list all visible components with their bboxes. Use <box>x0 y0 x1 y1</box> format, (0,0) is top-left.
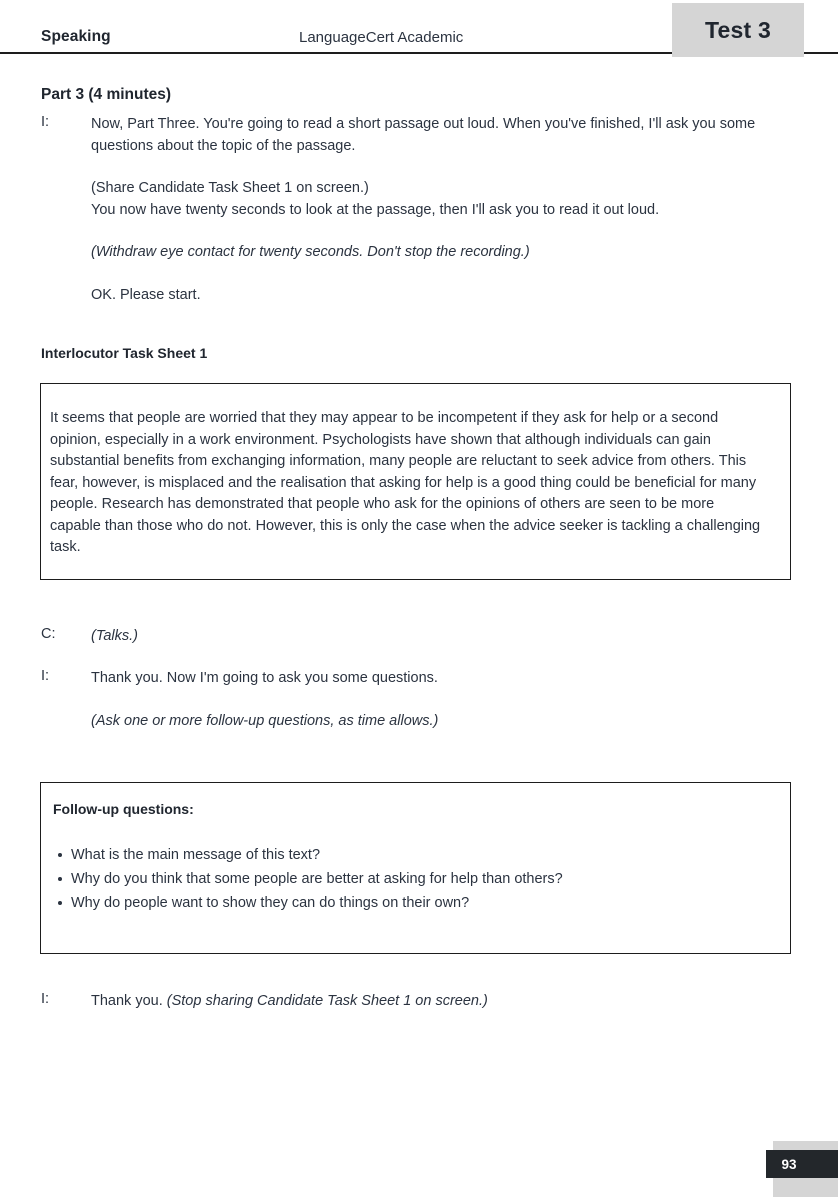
follow-up-questions-box <box>40 782 791 954</box>
candidate-line-1: (Talks.) <box>91 628 138 644</box>
dialogue-lines <box>91 668 801 732</box>
dialogue-turn-intro <box>41 114 801 306</box>
speaker-label-interlocutor: I: <box>41 114 50 130</box>
intro-line-3: You now have twenty seconds to look at the passage, then I'll ask you to read it out loud. <box>91 201 660 218</box>
page-header <box>0 0 838 60</box>
part-title: Part 3 (4 minutes) <box>41 86 172 103</box>
follow-up-questions-list <box>41 817 790 915</box>
passage-text: It seems that people are worried that they may appear to be incompetent if they ask for help or a second opinion, especially in a work environment. Psychologists have shown that although individuals can gain substantial benefits from exchanging information, many people are reluctant to seek advice from others. This fear, however, is misplaced and the realisation that asking for help is a good thing could be beneficial for many people. Research has demonstrated that people who ask for the opinions of others are seen to be more capable than those who do not. However, this is only the case when the advice seeker is tackling a challenging task. <box>50 410 761 555</box>
list-item <box>71 867 790 891</box>
passage-box <box>40 383 791 580</box>
question-text: Why do you think that some people are better at asking for help than others? <box>71 871 563 887</box>
question-text: What is the main message of this text? <box>71 847 321 863</box>
dialogue-lines <box>91 991 801 1013</box>
intro-line-2: (Share Candidate Task Sheet 1 on screen.) <box>91 180 369 196</box>
test-number-label: Test 3 <box>705 16 771 43</box>
page-number: 93 <box>781 1156 797 1172</box>
intro-line-1: Now, Part Three. You're going to read a short passage out loud. When you've finished, I'll ask you some questions about the topic of the passage. <box>91 116 756 154</box>
test-number-badge <box>672 3 804 57</box>
thanks-line-1: Thank you. Now I'm going to ask you some questions. <box>91 670 438 686</box>
dialogue-turn-thanks <box>41 668 801 732</box>
bullet-icon <box>58 901 62 905</box>
bullet-icon <box>58 877 62 881</box>
speaker-label-candidate: C: <box>41 626 56 642</box>
dialogue-turn-candidate <box>41 626 801 648</box>
list-item <box>71 891 790 915</box>
header-section-title: Speaking <box>41 28 111 45</box>
intro-line-4-stage-direction: (Withdraw eye contact for twenty seconds. Don't stop the recording.) <box>91 244 530 260</box>
follow-up-questions-title: Follow-up questions: <box>53 801 194 817</box>
question-text: Why do people want to show they can do things on their own? <box>71 895 470 911</box>
closing-line-stage-direction: (Stop sharing Candidate Task Sheet 1 on screen.) <box>166 993 488 1009</box>
bullet-icon <box>58 853 62 857</box>
dialogue-lines <box>91 114 801 306</box>
list-item <box>71 843 790 867</box>
dialogue-lines <box>91 626 801 648</box>
interlocutor-task-sheet-label: Interlocutor Task Sheet 1 <box>41 345 208 361</box>
speaker-label-interlocutor: I: <box>41 991 50 1007</box>
thanks-line-2-stage-direction: (Ask one or more follow-up questions, as time allows.) <box>91 712 439 729</box>
intro-line-5: OK. Please start. <box>91 286 201 303</box>
speaker-label-interlocutor: I: <box>41 668 50 684</box>
header-exam-title: LanguageCert Academic <box>299 29 464 46</box>
closing-line-plain: Thank you. <box>91 993 167 1009</box>
dialogue-turn-closing <box>41 991 801 1013</box>
closing-line-1 <box>91 991 801 1013</box>
